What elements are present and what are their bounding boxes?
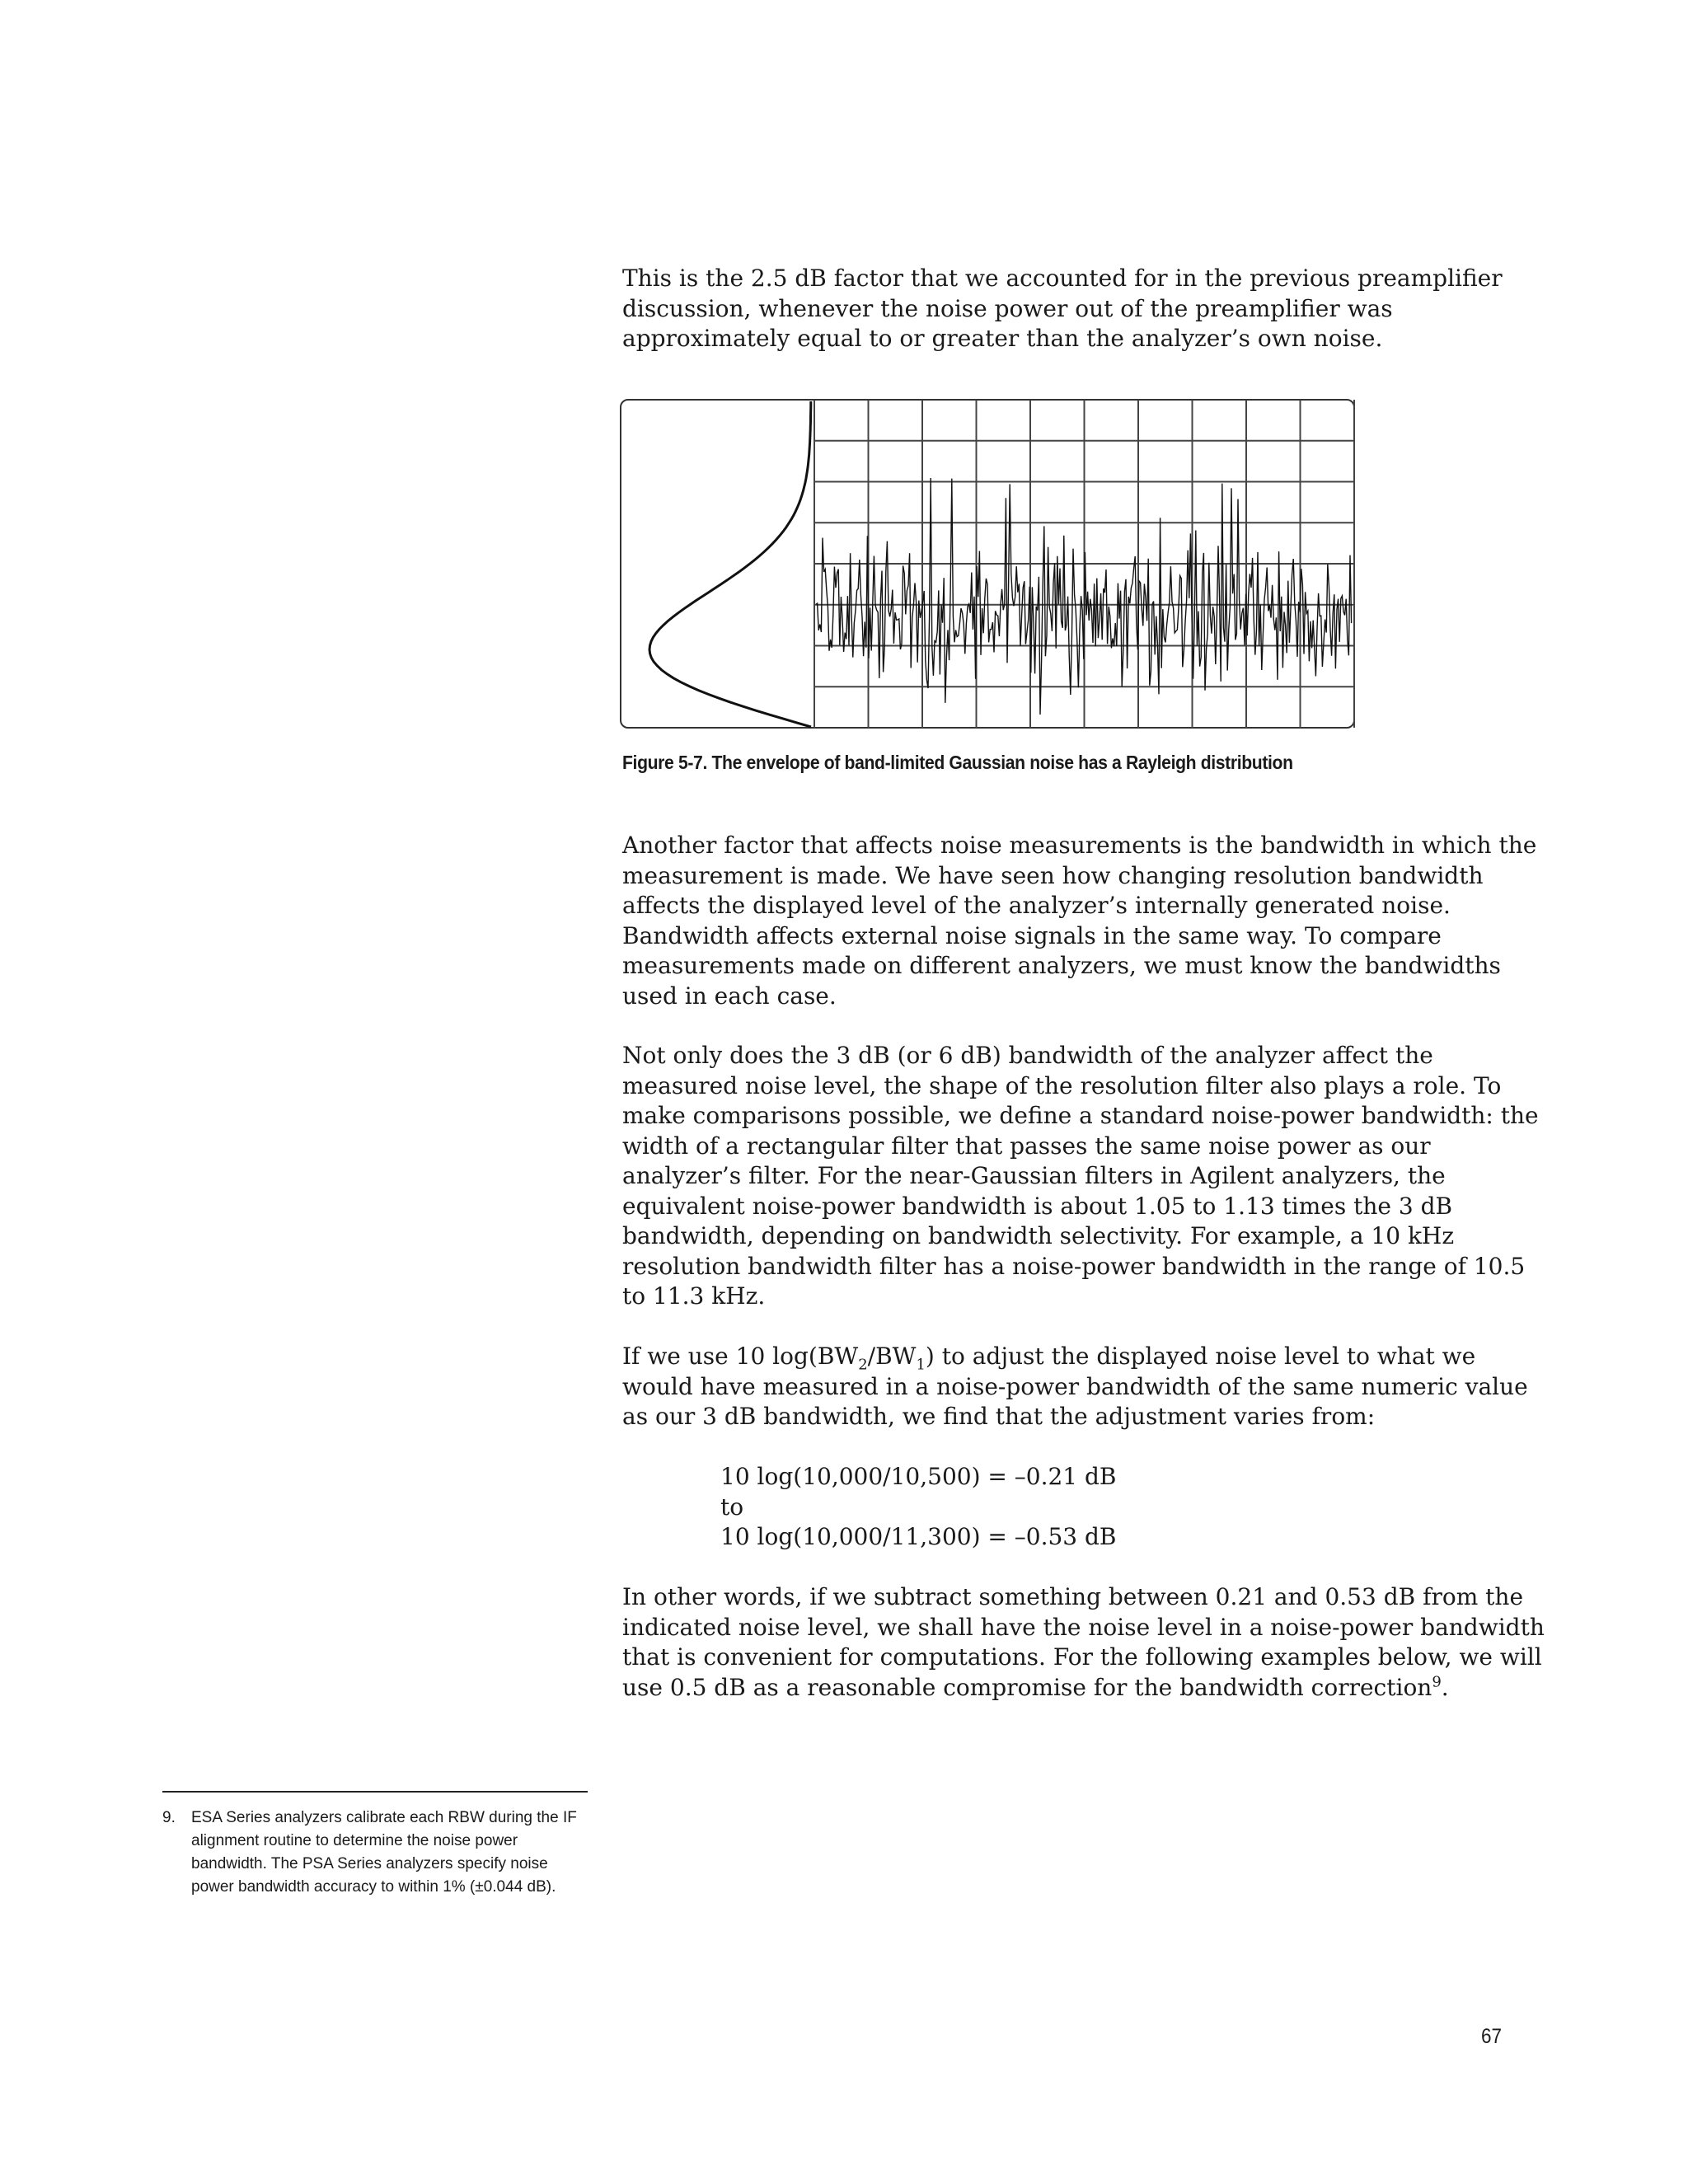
text-segment: ) to adjust the displayed noise level to what we would have measured in a noise-power bandwidth of the same numeric value as our 3 dB bandwidth, we find that the adjustment varies from: xyxy=(622,1343,1528,1430)
paragraph-adjustment xyxy=(622,1342,1545,1432)
noise-figure-graphic xyxy=(620,397,1357,731)
text-segment: In other words, if we subtract something between 0.21 and 0.53 dB from the indicated noise level, we shall have the noise level in a noise-power bandwidth that is convenient for computations. For the following examples below, we will use 0.5 dB as a reasonable compromise for the bandwidth correction xyxy=(622,1583,1545,1701)
paragraph-correction xyxy=(622,1582,1545,1703)
text-segment: . xyxy=(1441,1673,1449,1701)
page-number: 67 xyxy=(1480,2025,1502,2048)
paragraph-text xyxy=(622,1582,1545,1703)
footnote-divider xyxy=(162,1791,588,1793)
formula-line: 10 log(10,000/11,300) = –0.53 dB xyxy=(720,1523,1117,1550)
subscript: 2 xyxy=(858,1356,868,1374)
footnote-number: 9. xyxy=(162,1809,176,1826)
paragraph-text: Not only does the 3 dB (or 6 dB) bandwidth of the analyzer affect the measured noise level, the shape of the resolution filter also plays a role. To make comparisons possible, we define a standard noise-power bandwidth: the width of a rectangular filter that passes the same noise power as our analyzer’s filter. For the near-Gaussian filters in Agilent analyzers, the equivalent noise-power bandwidth is about 1.05 to 1.13 times the 3 dB bandwidth, depending on bandwidth selectivity. For example, a 10 kHz resolution bandwidth filter has a noise-power bandwidth in the range of 10.5 to 11.3 kHz. xyxy=(622,1042,1539,1310)
text-segment: If we use 10 log(BW xyxy=(622,1343,859,1370)
paragraph-text: Another factor that affects noise measurements is the bandwidth in which the measurement is made. We have seen how changing resolution bandwidth affects the displayed level of the analyzer’s internally generated noise. Bandwidth affects external noise signals in the same way. To compare measurements made on different analyzers, we must know the bandwidths used in each case. xyxy=(622,832,1537,1010)
footnote xyxy=(162,1807,591,1899)
footnote-text: ESA Series analyzers calibrate each RBW during the IF alignment routine to determine the noise power bandwidth. The PSA Series analyzers specify noise power bandwidth accuracy to within 1% (±0.044 dB). xyxy=(191,1809,577,1896)
formula-line: 10 log(10,000/10,500) = –0.21 dB xyxy=(720,1463,1117,1490)
figure-rayleigh-noise xyxy=(620,397,1357,731)
intro-paragraph xyxy=(622,264,1545,354)
subscript: 1 xyxy=(916,1356,926,1374)
paragraph-bandwidth-factor xyxy=(622,831,1545,1011)
footnote-reference[interactable]: 9 xyxy=(1432,1673,1442,1691)
paragraph-text xyxy=(622,1342,1545,1432)
formula-line: to xyxy=(720,1493,744,1521)
text-segment: /BW xyxy=(867,1343,917,1370)
paragraph-noise-power-bandwidth xyxy=(622,1041,1545,1312)
formula-block xyxy=(720,1462,1117,1553)
intro-text: This is the 2.5 dB factor that we accounted for in the previous preamplifier discussion, whenever the noise power out of the preamplifier was approximately equal to or greater than the analyzer’s own noise. xyxy=(622,265,1503,352)
figure-caption: Figure 5-7. The envelope of band-limited Gaussian noise has a Rayleigh distribution xyxy=(622,752,1293,773)
